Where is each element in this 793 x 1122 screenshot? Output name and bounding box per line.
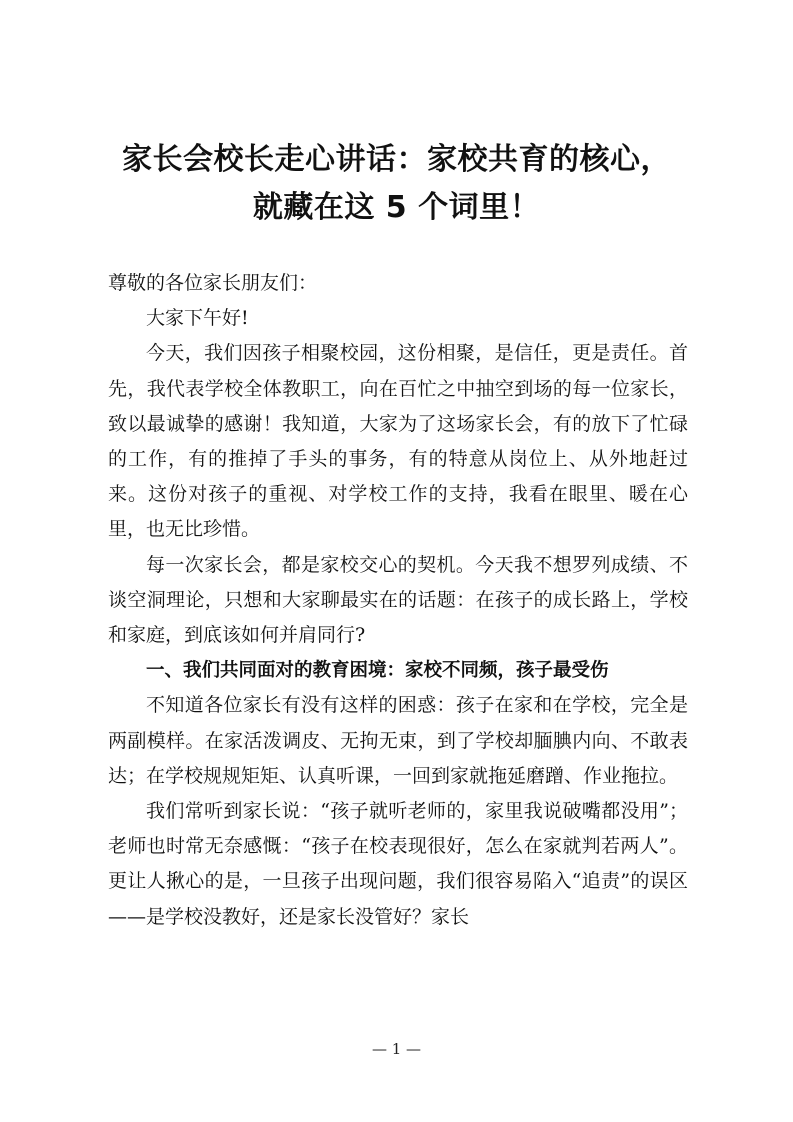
title-line-2: 就藏在这 5 个词里！ xyxy=(252,190,541,225)
paragraph-intro: 今天，我们因孩子相聚校园，这份相聚，是信任，更是责任。首先，我代表学校全体教职工，向在百忙之中抽空到场的每一位家长，致以最诚挚的感谢！我知道，大家为了这场家长会，有的放下了忙碌的工作，有的推掉了手头的事务，有的特意从岗位上、从外地赶过来。这份对孩子的重视、对学校工作的支持，我看在眼里、暖在心里，也无比珍惜。 xyxy=(108,342,688,541)
page-number: — 1 — xyxy=(371,1040,422,1058)
paragraph-section1-2: 我们常听到家长说：“孩子就听老师的，家里我说破嘴都没用”；老师也时常无奈感慨：“孩子在校表现很好，怎么在家就判若两人”。更让人揪心的是，一旦孩子出现问题，我们很容易陷入“追责”的误区——是学校没教好，还是家长没管好？家长 xyxy=(108,800,688,928)
section-heading-1: 一、我们共同面对的教育困境：家校不同频，孩子最受伤 xyxy=(146,660,609,682)
document-body xyxy=(108,266,688,935)
paragraph-purpose: 每一次家长会，都是家校交心的契机。今天我不想罗列成绩、不谈空洞理论，只想和大家聊最实在的话题：在孩子的成长路上，学校和家庭，到底该如何并肩同行? xyxy=(108,553,688,647)
salutation: 尊敬的各位家长朋友们： xyxy=(108,272,318,294)
document-title xyxy=(60,136,733,232)
title-line-1: 家长会校长走心讲话：家校共育的核心， xyxy=(122,142,671,177)
paragraph-section1-1: 不知道各位家长有没有这样的困惑：孩子在家和在学校，完全是两副模样。在家活泼调皮、无拘无束，到了学校却腼腆内向、不敢表达；在学校规规矩矩、认真听课，一回到家就拖延磨蹭、作业拖拉。 xyxy=(108,694,688,787)
paragraph-greeting: 大家下午好! xyxy=(146,307,249,330)
